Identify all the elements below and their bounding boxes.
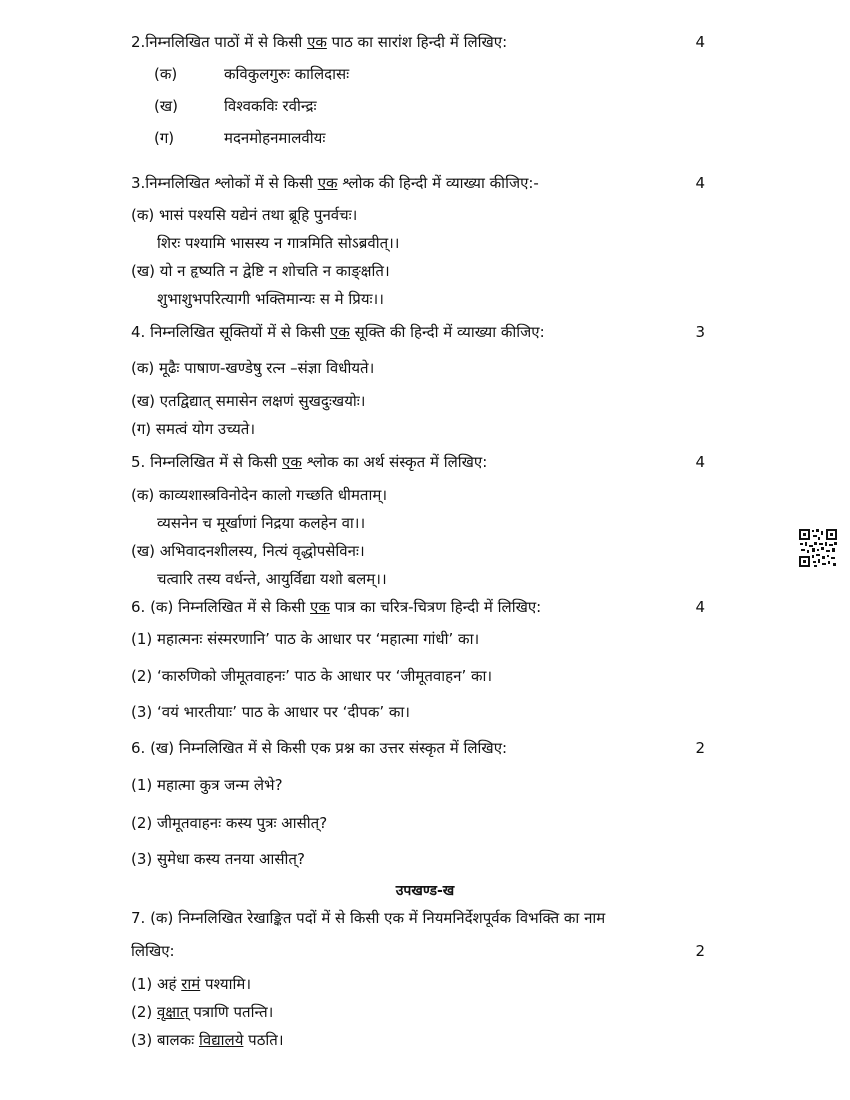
question-2-option-text: कविकुलगुरुः कालिदासः [224,65,350,83]
question-7-marks: 2 [695,942,705,960]
shloka-line: (ख) यो न हृष्यति न द्वेष्टि न शोचति न काङ्क्षति। [131,262,390,280]
question-6a-text-end: पात्र का चरित्र-चित्रण हिन्दी में लिखिए: [329,598,542,616]
qr-code-icon [798,528,838,568]
question-2-option-text: विश्वकविः रवीन्द्रः [224,97,317,115]
question-2-option-key: (ख) [154,97,178,115]
question-6a [131,597,713,617]
question-7-text-end: लिखिए: [131,942,175,960]
question-5-marks: 4 [695,453,705,471]
question-6a-underlined-word: एक [310,598,330,616]
question-6b [131,738,713,758]
option-suffix: पत्राणि पतन्ति। [188,1003,274,1021]
shloka-line: शुभाशुभपरित्यागी भक्तिमान्यः स मे प्रियः।। [157,290,384,308]
question-5 [131,452,713,472]
question-4-text: 4. निम्नलिखित सूक्तियों में से किसी [131,323,331,341]
shloka-line: चत्वारि तस्य वर्धन्ते, आयुर्विद्या यशो बलम्।। [157,570,387,588]
sukti-line: (ग) समत्वं योग उच्यते। [131,420,256,438]
question-7-text: 7. (क) निम्नलिखित रेखाङ्कित पदों में से किसी एक में नियमनिर्देशपूर्वक विभक्ति का नाम [131,909,606,927]
question-2 [131,32,713,52]
shloka-line: शिरः पश्यामि भासस्य न गात्रमिति सोऽब्रवीत्।। [157,234,400,252]
question-5-text: 5. निम्नलिखित में से किसी [131,453,283,471]
question-5-text-end: श्लोक का अर्थ संस्कृत में लिखिए: [301,453,488,471]
question-5-underlined-word: एक [282,453,302,471]
question-3-underlined-word: एक [317,174,338,192]
option-line [131,1030,284,1050]
question-2-option-text: मदनमोहनमालवीयः [224,129,326,147]
shloka-line: (क) काव्यशास्त्रविनोदेन कालो गच्छति धीमताम्। [131,486,388,504]
question-7-continued [131,941,713,961]
option-line: (3) ‘वयं भारतीयाः’ पाठ के आधार पर ‘दीपक’ का। [131,703,410,721]
underlined-word: विद्यालये [198,1031,244,1049]
question-2-marks: 4 [695,33,705,51]
question-2-text: 2.निम्नलिखित पाठों में से किसी [131,33,308,51]
question-3-marks: 4 [695,174,705,192]
option-line: (1) महात्मा कुत्र जन्म लेभे? [131,776,283,794]
option-line: (3) सुमेधा कस्य तनया आसीत्? [131,850,305,868]
option-prefix: (3) बालकः [131,1031,199,1049]
option-line [131,1002,273,1022]
option-line: (2) जीमूतवाहनः कस्य पुत्रः आसीत्? [131,814,328,832]
question-6b-text: 6. (ख) निम्नलिखित में से किसी एक प्रश्न का उत्तर संस्कृत में लिखिए: [131,739,508,757]
question-6a-marks: 4 [695,598,705,616]
question-3 [131,173,713,193]
option-suffix: पठति। [243,1031,284,1049]
shloka-line: व्यसनेन च मूर्खाणां निद्रया कलहेन वा।। [157,514,366,532]
question-2-option-key: (ग) [154,129,175,147]
question-4-text-end: सूक्ति की हिन्दी में व्याख्या कीजिए: [349,323,545,341]
underlined-word: रामं [181,975,201,993]
question-2-option-key: (क) [154,65,178,83]
sukti-line: (क) मूढैः पाषाण-खण्डेषु रत्न –संज्ञा विधीयते। [131,359,375,377]
question-3-text-end: श्लोक की हिन्दी में व्याख्या कीजिए:- [337,174,539,192]
question-4-underlined-word: एक [330,323,350,341]
shloka-line: (क) भासं पश्यसि यद्येनं तथा ब्रूहि पुनर्वचः। [131,206,358,224]
question-6b-marks: 2 [695,739,705,757]
question-6a-text: 6. (क) निम्नलिखित में से किसी [131,598,311,616]
question-4 [131,322,713,342]
sukti-line: (ख) एतद्विद्यात् समासेन लक्षणं सुखदुःखयोः। [131,392,366,410]
option-prefix: (2) [131,1003,158,1021]
section-heading: उपखण्ड-ख [395,883,455,899]
option-line: (1) महात्मनः संस्मरणानि’ पाठ के आधार पर ‘महात्मा गांधी’ का। [131,630,480,648]
question-3-text: 3.निम्नलिखित श्लोकों में से किसी [131,174,318,192]
option-prefix: (1) अहं [131,975,182,993]
shloka-line: (ख) अभिवादनशीलस्य, नित्यं वृद्धोपसेविनः। [131,542,365,560]
option-suffix: पश्यामि। [200,975,252,993]
option-line [131,974,251,994]
question-4-marks: 3 [695,323,705,341]
question-7 [131,908,713,928]
question-2-text-end: पाठ का सारांश हिन्दी में लिखिए: [326,33,508,51]
question-2-underlined-word: एक [307,33,327,51]
option-line: (2) ‘कारुणिको जीमूतवाहनः’ पाठ के आधार पर ‘जीमूतवाहन’ का। [131,667,493,685]
underlined-word: वृक्षात् [157,1003,189,1021]
